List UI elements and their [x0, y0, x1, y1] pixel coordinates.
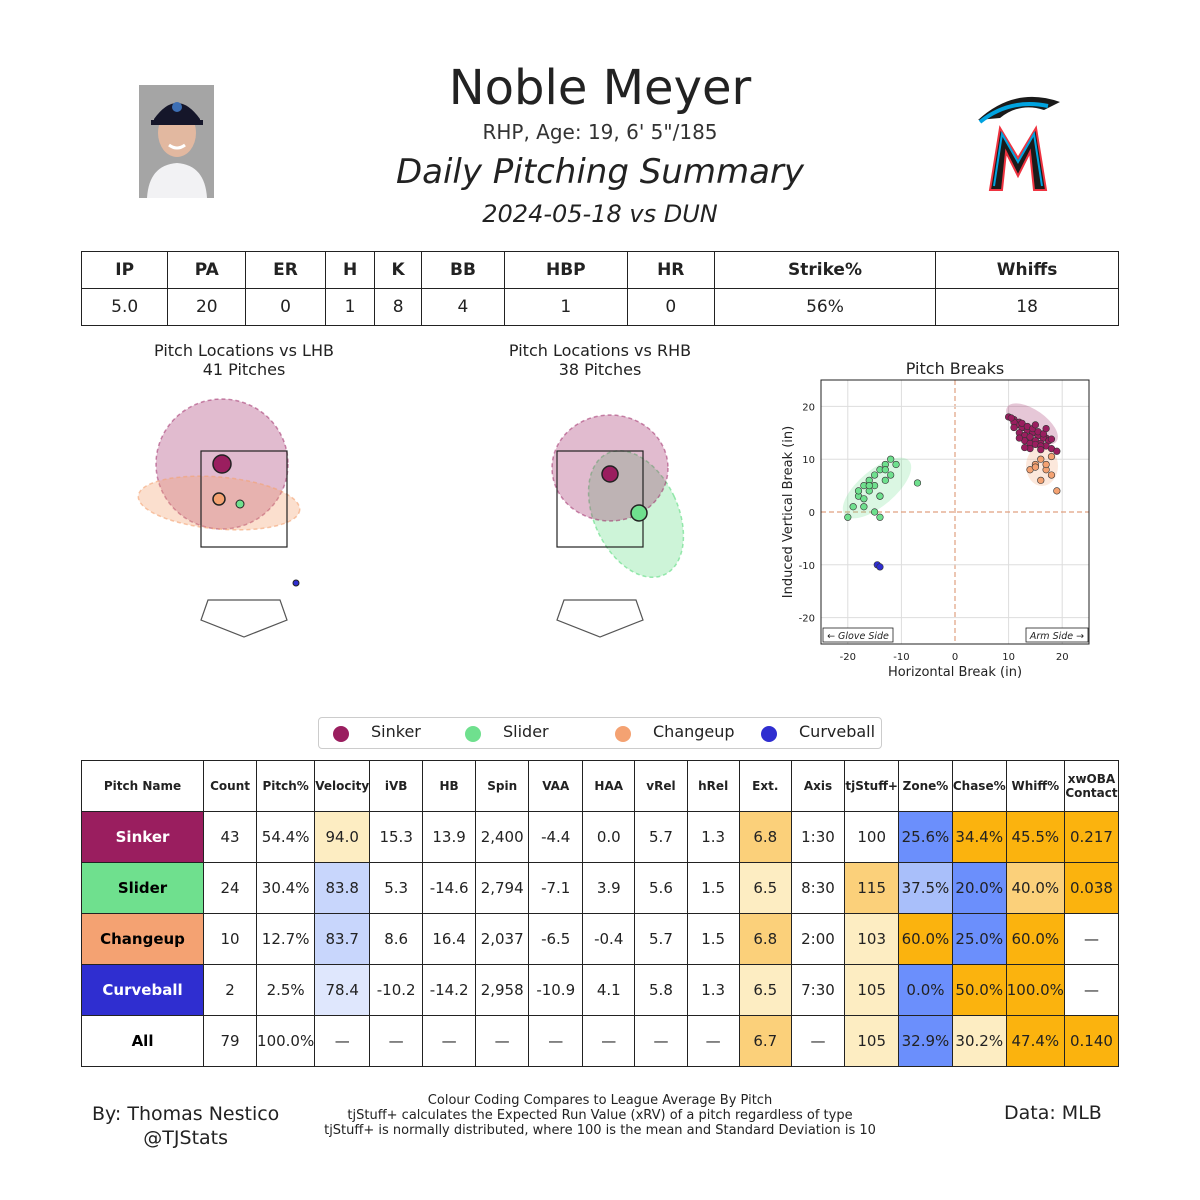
pitch-metric-cell: 105: [845, 1016, 899, 1067]
stat-value-cell: 18: [936, 289, 1119, 326]
author-handle: @TJStats: [143, 1127, 229, 1149]
breaks-point-sinker: [1016, 435, 1023, 442]
stat-value-row: [82, 289, 1119, 326]
pitch-metric-cell: 54.4%: [257, 812, 315, 863]
pitch-metric-cell: 60.0%: [899, 914, 953, 965]
pitch-metric-cell: 100.0%: [257, 1016, 315, 1067]
breaks-point-slider: [893, 461, 900, 468]
pitch-metric-cell: 1.5: [687, 914, 739, 965]
pitch-metric-cell: —: [529, 1016, 583, 1067]
pitch-header-cell: xwOBA Contact: [1064, 761, 1118, 812]
pitch-metric-cell: 6.8: [739, 812, 791, 863]
stat-header-cell: HBP: [505, 252, 628, 289]
pitch-metric-cell: 34.4%: [952, 812, 1006, 863]
breaks-y-tick-label: 10: [802, 455, 815, 467]
rhb-home-plate: [557, 600, 643, 637]
breaks-point-slider: [871, 509, 878, 516]
pitch-metric-cell: 0.140: [1064, 1016, 1118, 1067]
pitch-metric-cell: 45.5%: [1006, 812, 1064, 863]
lhb-location-chart: [130, 380, 320, 645]
breaks-x-tick-label: -10: [893, 652, 910, 663]
pitch-metric-cell: —: [315, 1016, 370, 1067]
stat-header-cell: PA: [168, 252, 246, 289]
breaks-x-tick-label: 20: [1055, 652, 1069, 663]
pitch-metric-cell: 30.2%: [952, 1016, 1006, 1067]
pitch-header-cell: Spin: [476, 761, 529, 812]
stat-value-cell: 4: [421, 289, 504, 326]
stat-header-cell: Whiffs: [936, 252, 1119, 289]
pitch-metric-cell: 115: [845, 863, 899, 914]
pitch-header-cell: HAA: [583, 761, 635, 812]
pitch-metric-cell: 0.038: [1064, 863, 1118, 914]
lhb-sinker-point: [213, 455, 231, 473]
stat-value-cell: 1: [325, 289, 375, 326]
legend-marker-curveball: [761, 726, 777, 742]
pitch-metric-cell: 1:30: [791, 812, 844, 863]
pitch-metric-cell: -10.9: [529, 965, 583, 1016]
breaks-x-tick-label: 0: [951, 652, 959, 663]
pitch-metric-cell: 16.4: [423, 914, 476, 965]
pitch-metric-cell: —: [583, 1016, 635, 1067]
stat-header-cell: Strike%: [714, 252, 935, 289]
pitch-header-cell: hRel: [687, 761, 739, 812]
stat-value-cell: 20: [168, 289, 246, 326]
legend-label-sinker: Sinker: [371, 722, 421, 741]
pitch-metric-cell: 2:00: [791, 914, 844, 965]
pitch-header-cell: Ext.: [739, 761, 791, 812]
rhb-slider-point: [631, 505, 647, 521]
arm-side-label: Arm Side →: [1029, 631, 1085, 642]
pitch-metric-cell: 20.0%: [952, 863, 1006, 914]
table-row: [82, 863, 1119, 914]
lhb-changeup-point: [213, 493, 225, 505]
footer-notes: [300, 1093, 900, 1138]
rhb-location-chart: [520, 380, 710, 645]
pitch-metric-cell: 2,958: [476, 965, 529, 1016]
pitch-metric-cell: -7.1: [529, 863, 583, 914]
pitch-header-cell: HB: [423, 761, 476, 812]
breaks-point-slider: [861, 496, 868, 503]
pitch-header-cell: Axis: [791, 761, 844, 812]
player-name: Noble Meyer: [448, 60, 752, 116]
breaks-point-slider: [887, 472, 894, 479]
game-line: 2024-05-18 vs DUN: [482, 200, 718, 228]
pitch-metric-cell: 2.5%: [257, 965, 315, 1016]
breaks-point-sinker: [1008, 415, 1015, 422]
pitch-header-row: [82, 761, 1119, 812]
breaks-y-tick-label: 0: [808, 508, 815, 519]
pitch-metric-cell: -4.4: [529, 812, 583, 863]
pitch-legend: [318, 717, 882, 749]
pitch-metrics-table: [81, 760, 1119, 1067]
breaks-point-changeup: [1037, 456, 1044, 463]
legend-label-changeup: Changeup: [653, 722, 735, 741]
pitch-metric-cell: 47.4%: [1006, 1016, 1064, 1067]
pitch-metric-cell: -14.2: [423, 965, 476, 1016]
breaks-point-changeup: [1037, 477, 1044, 484]
pitch-metric-cell: -0.4: [583, 914, 635, 965]
pitch-metric-cell: 2,037: [476, 914, 529, 965]
breaks-title: Pitch Breaks: [905, 359, 1005, 378]
breaks-point-changeup: [1043, 461, 1050, 468]
stat-value-cell: 0: [627, 289, 714, 326]
pitch-metric-cell: 79: [204, 1016, 257, 1067]
pitch-metric-cell: 105: [845, 965, 899, 1016]
pitch-metric-cell: 25.6%: [899, 812, 953, 863]
legend-marker-slider: [465, 726, 481, 742]
pitch-metric-cell: 2: [204, 965, 257, 1016]
pitch-header-cell: Chase%: [952, 761, 1006, 812]
table-row: [82, 1016, 1119, 1067]
pitch-metric-cell: 32.9%: [899, 1016, 953, 1067]
breaks-point-changeup: [1032, 464, 1039, 471]
player-bio: RHP, Age: 19, 6' 5"/185: [482, 120, 718, 144]
breaks-point-slider: [877, 514, 884, 521]
stat-value-cell: 8: [375, 289, 422, 326]
pitch-header-cell: Pitch Name: [82, 761, 204, 812]
breaks-point-slider: [866, 482, 873, 489]
pitch-name-cell: Changeup: [82, 914, 204, 965]
stat-header-cell: BB: [421, 252, 504, 289]
pitch-metric-cell: 0.0: [583, 812, 635, 863]
pitch-metric-cell: 5.7: [635, 812, 687, 863]
pitch-metric-cell: 2,400: [476, 812, 529, 863]
pitch-metric-cell: 0.217: [1064, 812, 1118, 863]
pitch-name-cell: All: [82, 1016, 204, 1067]
pitch-header-cell: vRel: [635, 761, 687, 812]
legend-label-curveball: Curveball: [799, 722, 876, 741]
breaks-x-axis-label: Horizontal Break (in): [887, 665, 1023, 680]
team-logo: [960, 80, 1080, 200]
pitch-metric-cell: 1.3: [687, 965, 739, 1016]
pitch-header-cell: Velocity: [315, 761, 370, 812]
breaks-point-slider: [861, 503, 868, 510]
pitch-header-cell: Count: [204, 761, 257, 812]
game-stat-table: [81, 251, 1119, 326]
note-tjstuff-distribution: tjStuff+ is normally distributed, where 100 is the mean and Standard Deviation is 10: [324, 1123, 876, 1138]
pitch-metric-cell: 100: [845, 812, 899, 863]
pitch-metric-cell: 13.9: [423, 812, 476, 863]
pitch-metric-cell: 4.1: [583, 965, 635, 1016]
breaks-point-slider: [845, 514, 852, 521]
pitch-metric-cell: 78.4: [315, 965, 370, 1016]
pitch-metric-cell: -6.5: [529, 914, 583, 965]
pitch-name-cell: Curveball: [82, 965, 204, 1016]
stat-value-cell: 56%: [714, 289, 935, 326]
stat-header-cell: H: [325, 252, 375, 289]
lhb-home-plate: [201, 600, 287, 637]
breaks-point-slider: [871, 472, 878, 479]
breaks-point-slider: [887, 456, 894, 463]
pitch-metric-cell: 6.7: [739, 1016, 791, 1067]
data-source: Data: MLB: [1004, 1102, 1102, 1124]
stat-header-cell: K: [375, 252, 422, 289]
legend-marker-sinker: [333, 726, 349, 742]
pitch-header-cell: Whiff%: [1006, 761, 1064, 812]
breaks-point-slider: [914, 480, 921, 487]
pitch-metric-cell: 83.8: [315, 863, 370, 914]
pitch-metric-cell: -10.2: [370, 965, 423, 1016]
lhb-curveball-point: [293, 580, 299, 586]
rhb-plot-title: [500, 341, 700, 379]
stat-header-cell: IP: [82, 252, 168, 289]
breaks-x-tick-label: -20: [839, 652, 856, 663]
lhb-slider-point: [236, 500, 244, 508]
breaks-point-sinker: [1021, 444, 1028, 451]
pitch-metric-cell: 6.8: [739, 914, 791, 965]
pitch-metric-cell: 15.3: [370, 812, 423, 863]
pitch-metric-cell: 0.0%: [899, 965, 953, 1016]
stat-header-row: [82, 252, 1119, 289]
pitch-name-cell: Sinker: [82, 812, 204, 863]
pitch-metric-cell: —: [1064, 965, 1118, 1016]
pitch-metric-cell: 24: [204, 863, 257, 914]
note-colour-coding: Colour Coding Compares to League Average By Pitch: [427, 1093, 773, 1108]
breaks-y-axis-label: Induced Vertical Break (in): [781, 425, 796, 599]
pitch-metric-cell: 25.0%: [952, 914, 1006, 965]
breaks-point-sinker: [1043, 425, 1050, 432]
stat-header-cell: HR: [627, 252, 714, 289]
breaks-point-slider: [877, 493, 884, 500]
pitch-header-cell: VAA: [529, 761, 583, 812]
stat-header-cell: ER: [246, 252, 326, 289]
pitch-metric-cell: 103: [845, 914, 899, 965]
pitch-header-cell: Zone%: [899, 761, 953, 812]
breaks-x-tick-label: 10: [1002, 652, 1015, 663]
pitch-metric-cell: 5.8: [635, 965, 687, 1016]
pitch-metric-cell: —: [423, 1016, 476, 1067]
pitch-metric-cell: 94.0: [315, 812, 370, 863]
stat-value-cell: 5.0: [82, 289, 168, 326]
author-name: By: Thomas Nestico: [92, 1103, 280, 1125]
breaks-point-sinker: [1011, 424, 1018, 431]
breaks-point-sinker: [1032, 422, 1039, 429]
breaks-point-changeup: [1048, 472, 1055, 479]
pitch-metric-cell: 30.4%: [257, 863, 315, 914]
breaks-point-slider: [855, 488, 862, 495]
pitch-metric-cell: 50.0%: [952, 965, 1006, 1016]
table-row: [82, 812, 1119, 863]
pitch-metric-cell: 6.5: [739, 965, 791, 1016]
lhb-subtitle: 41 Pitches: [202, 360, 286, 379]
pitch-metric-cell: 37.5%: [899, 863, 953, 914]
breaks-y-tick-label: 20: [802, 402, 815, 414]
breaks-point-slider: [882, 466, 889, 473]
pitch-metric-cell: 5.3: [370, 863, 423, 914]
pitch-metric-cell: 1.3: [687, 812, 739, 863]
pitch-metric-cell: —: [687, 1016, 739, 1067]
pitch-metric-cell: —: [635, 1016, 687, 1067]
pitch-metric-cell: 7:30: [791, 965, 844, 1016]
pitch-metric-cell: 2,794: [476, 863, 529, 914]
breaks-point-changeup: [1054, 488, 1061, 495]
breaks-point-slider: [882, 477, 889, 484]
summary-title: Daily Pitching Summary: [395, 152, 805, 192]
pitch-name-cell: Slider: [82, 863, 204, 914]
breaks-y-tick-label: -10: [798, 560, 815, 572]
rhb-subtitle: 38 Pitches: [558, 360, 642, 379]
lhb-title: Pitch Locations vs LHB: [154, 341, 334, 360]
lhb-plot-title: [144, 341, 344, 379]
breaks-point-sinker: [1048, 436, 1055, 443]
glove-side-label: ← Glove Side: [827, 631, 889, 642]
pitch-metric-cell: 8.6: [370, 914, 423, 965]
pitch-metric-cell: 1.5: [687, 863, 739, 914]
breaks-y-tick-label: -20: [798, 613, 815, 625]
breaks-point-sinker: [1037, 446, 1044, 453]
breaks-point-slider: [850, 503, 857, 510]
stat-value-cell: 0: [246, 289, 326, 326]
breaks-point-sinker: [1054, 448, 1061, 455]
author-credit: [92, 1102, 279, 1150]
stat-value-cell: 1: [505, 289, 628, 326]
rhb-title: Pitch Locations vs RHB: [508, 341, 692, 360]
pitch-metric-cell: —: [791, 1016, 844, 1067]
pitch-metric-cell: 43: [204, 812, 257, 863]
pitch-metric-cell: 83.7: [315, 914, 370, 965]
legend-marker-changeup: [615, 726, 631, 742]
pitch-metric-cell: 6.5: [739, 863, 791, 914]
note-tjstuff-definition: tjStuff+ calculates the Expected Run Value (xRV) of a pitch regardless of type: [347, 1108, 853, 1123]
pitch-breaks-chart: [770, 370, 1100, 685]
breaks-point-curveball: [877, 564, 884, 571]
rhb-sinker-point: [602, 466, 618, 482]
pitch-header-cell: Pitch%: [257, 761, 315, 812]
pitch-metric-cell: 5.7: [635, 914, 687, 965]
pitch-metric-cell: 100.0%: [1006, 965, 1064, 1016]
pitch-metric-cell: 12.7%: [257, 914, 315, 965]
pitch-metric-cell: 60.0%: [1006, 914, 1064, 965]
table-row: [82, 965, 1119, 1016]
pitch-header-cell: iVB: [370, 761, 423, 812]
pitch-metric-cell: —: [1064, 914, 1118, 965]
player-headshot: [139, 85, 214, 198]
pitch-metric-cell: 5.6: [635, 863, 687, 914]
pitch-metric-cell: 8:30: [791, 863, 844, 914]
pitch-metric-cell: 3.9: [583, 863, 635, 914]
pitch-header-cell: tjStuff+: [845, 761, 899, 812]
breaks-point-changeup: [1048, 453, 1055, 460]
breaks-point-sinker: [1027, 434, 1034, 441]
pitch-metric-cell: 40.0%: [1006, 863, 1064, 914]
pitch-metric-cell: —: [476, 1016, 529, 1067]
pitch-metric-cell: —: [370, 1016, 423, 1067]
pitch-metric-cell: -14.6: [423, 863, 476, 914]
legend-label-slider: Slider: [503, 722, 549, 741]
pitch-metric-cell: 10: [204, 914, 257, 965]
table-row: [82, 914, 1119, 965]
